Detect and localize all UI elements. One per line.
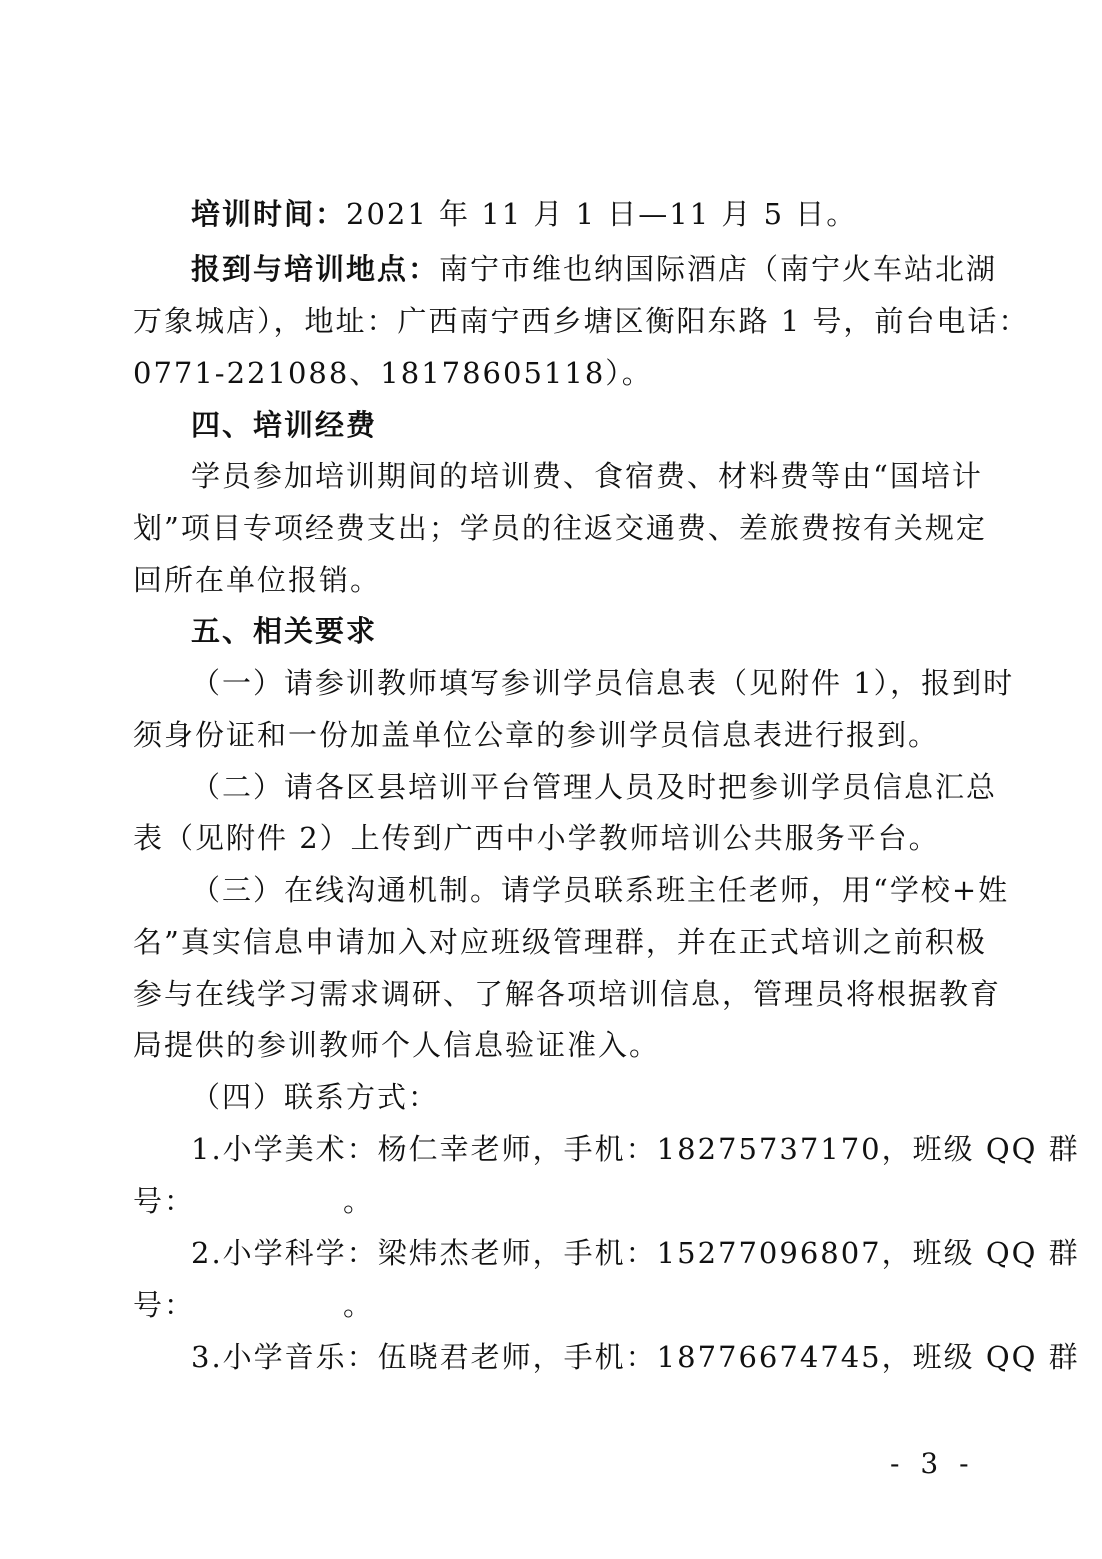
item-4-heading: （四）联系方式： [191, 1080, 440, 1114]
venue-line-2: 万象城店），地址：广西南宁西乡塘区衡阳东路 1 号，前台电话： [133, 304, 1030, 338]
section-4-heading: 四、培训经费 [191, 408, 378, 442]
section-4-line-1: 学员参加培训期间的培训费、食宿费、材料费等由“国培计 [191, 459, 983, 493]
contact-1-qq-label: 号： [133, 1184, 196, 1218]
item-1-line-2: 须身份证和一份加盖单位公章的参训学员信息表进行报到。 [133, 718, 940, 752]
item-3-line-3: 参与在线学习需求调研、了解各项培训信息，管理员将根据教育 [133, 977, 1002, 1011]
item-3-line-2: 名”真实信息申请加入对应班级管理群，并在正式培训之前积极 [133, 925, 987, 959]
section-4-line-2: 划”项目专项经费支出；学员的往返交通费、差旅费按有关规定 [133, 511, 987, 545]
venue-label: 报到与培训地点： [191, 252, 440, 286]
venue-line-3: 0771-221088、18178605118）。 [133, 356, 653, 390]
contact-1-line-1: 1.小学美术：杨仁幸老师，手机：18275737170，班级 QQ 群 [191, 1132, 1080, 1166]
training-time-label: 培训时间： [191, 197, 347, 231]
venue-line1-text: 南宁市维也纳国际酒店（南宁火车站北湖 [439, 252, 998, 286]
item-3-line-1: （三）在线沟通机制。请学员联系班主任老师，用“学校+姓 [191, 873, 1010, 907]
page-number: - 3 - [890, 1447, 975, 1480]
item-1-line-1: （一）请参训教师填写参训学员信息表（见附件 1），报到时 [191, 666, 1015, 700]
contact-2-qq-label: 号： [133, 1288, 196, 1322]
section-4-line-3: 回所在单位报销。 [133, 563, 382, 597]
item-2-line-1: （二）请各区县培训平台管理人员及时把参训学员信息汇总 [191, 770, 998, 804]
item-3-line-4: 局提供的参训教师个人信息验证准入。 [133, 1028, 661, 1062]
contact-1-period: 。 [343, 1184, 375, 1218]
training-time-line [191, 197, 973, 231]
contact-1-line-2 [133, 1184, 973, 1218]
item-2-line-2: 表（见附件 2）上传到广西中小学教师培训公共服务平台。 [133, 821, 940, 855]
section-5-heading: 五、相关要求 [191, 614, 378, 648]
contact-2-line-2 [133, 1288, 973, 1322]
venue-line-1 [191, 252, 998, 286]
contact-3-line-1: 3.小学音乐：伍晓君老师，手机：18776674745，班级 QQ 群 [191, 1340, 1080, 1374]
contact-2-line-1: 2.小学科学：梁炜杰老师，手机：15277096807，班级 QQ 群 [191, 1236, 1080, 1270]
contact-2-period: 。 [343, 1288, 375, 1322]
training-time-value: 2021 年 11 月 1 日—11 月 5 日。 [346, 197, 858, 231]
